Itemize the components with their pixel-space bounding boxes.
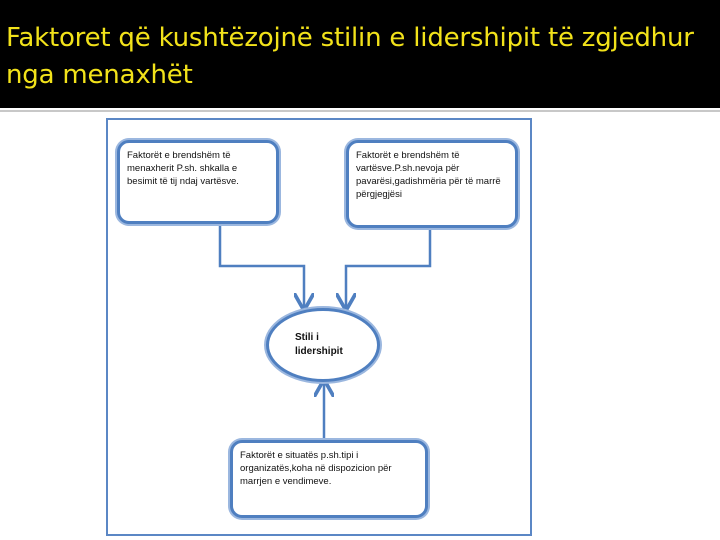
box-subordinate-factors-text: Faktorët e brendshëm të vartësve.P.sh.nevoja për pavarësi,gadishmëria për të marrë përgjegjësi — [356, 150, 501, 200]
box-manager-factors-text: Faktorët e brendshëm të menaxherit P.sh. shkalla e besimit të tij ndaj vartësve. — [127, 150, 239, 187]
slide-title: Faktoret që kushtëzojnë stilin e lidershipit të zgjedhur nga menaxhët — [6, 23, 694, 90]
box-situation-factors-text: Faktorët e situatës p.sh.tipi i organizatës,koha në dispozicion për marrjen e vendimeve. — [240, 450, 392, 487]
box-situation-factors — [230, 440, 428, 518]
center-leadership-style — [266, 308, 380, 382]
center-leadership-style-text: Stili i lidershipit — [295, 332, 343, 357]
connector-manager-to-style — [220, 224, 304, 308]
box-subordinate-factors — [346, 140, 518, 228]
box-manager-factors — [117, 140, 279, 224]
connector-subordinates-to-style — [346, 228, 430, 308]
